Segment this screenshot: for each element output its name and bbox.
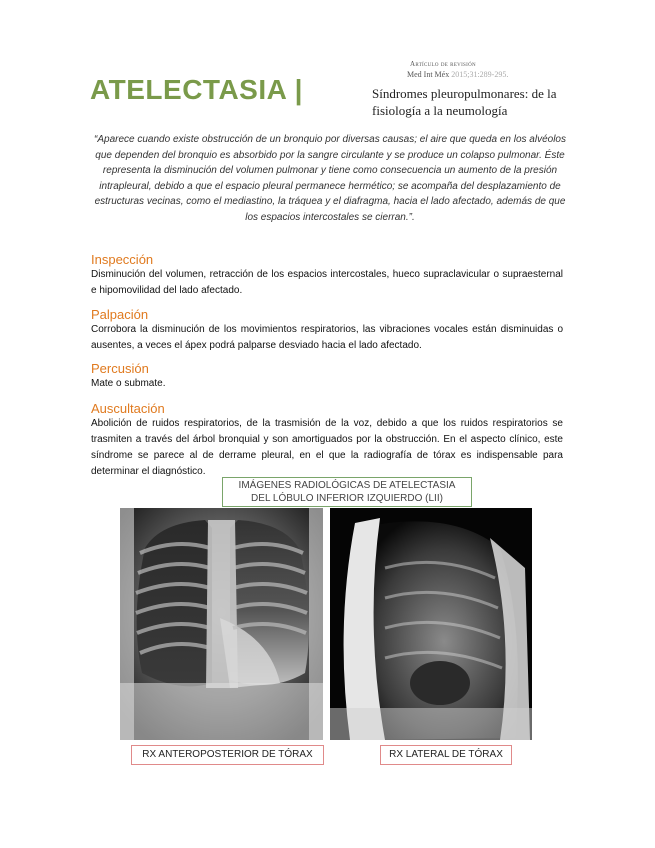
section-text-auscultacion: Abolición de ruidos respiratorios, de la trasmisión de la voz, debido a que los ruidos respiratorios se trasmiten a través del árbol bronquial y son amortiguados por la obstrucción. En el aspecto clínico, este síndrome se parece al de derrame pleural, en el que la radiografía de tórax es indispensable para determinar el diagnóstico. <box>91 418 563 477</box>
section-heading-percusion: Percusión <box>91 361 149 376</box>
journal-name: Med Int Méx <box>407 70 450 79</box>
section-text-percusion: Mate o submate. <box>91 378 166 389</box>
article-title <box>372 85 582 119</box>
journal-citation: 2015;31:289-295. <box>451 70 509 79</box>
section-text-inspeccion: Disminución del volumen, retracción de los espacios intercostales, hueco supraclavicular o supraesternal e hipomovilidad del lado afectado. <box>91 269 563 296</box>
definition-quote: “Aparece cuando existe obstrucción de un bronquio por diversas causas; el aire que queda en los alvéolos que dependen del bronquio es absorbido por la sangre circulante y se produce un colapso pulmonar. Éste representa la disminución del volumen pulmonar y tiene como consecuencia un aumento de la presión intrapleural, debido a que el espacio pleural permanece hermético; se acompaña del desplazamiento de estructuras vecinas, como el mediastino, la tráquea y el diafragma, hacia el lado afectado, además de que los espacios intercostales se cierran.”. <box>94 134 566 223</box>
page-title: ATELECTASIA | <box>90 74 303 105</box>
article-title-line-2: fisiología a la neumología <box>372 103 508 118</box>
section-text-palpacion: Corrobora la disminución de los movimientos respiratorios, las vibraciones vocales están disminuidas o ausentes, a veces el ápex podrá palparse desviado hacia el lado afectado. <box>91 324 563 351</box>
figure-title-line-1: IMÁGENES RADIOLÓGICAS DE ATELECTASIA <box>238 480 456 491</box>
article-type-label: Artículo de revisión <box>410 60 476 68</box>
article-title-line-1: Síndromes pleuropulmonares: de la <box>372 86 557 101</box>
section-heading-inspeccion: Inspección <box>91 252 154 267</box>
caption-lateral: RX LATERAL DE TÓRAX <box>380 745 512 765</box>
journal-reference <box>407 70 508 79</box>
section-heading-palpacion: Palpación <box>91 307 149 322</box>
section-heading-auscultacion: Auscultación <box>91 401 165 416</box>
figure-title-line-2: DEL LÓBULO INFERIOR IZQUIERDO (LII) <box>251 493 443 504</box>
figure-title <box>222 477 472 507</box>
xray-anteroposterior-image <box>120 508 323 740</box>
caption-anteroposterior: RX ANTEROPOSTERIOR DE TÓRAX <box>131 745 324 765</box>
xray-lateral-image <box>330 508 532 740</box>
